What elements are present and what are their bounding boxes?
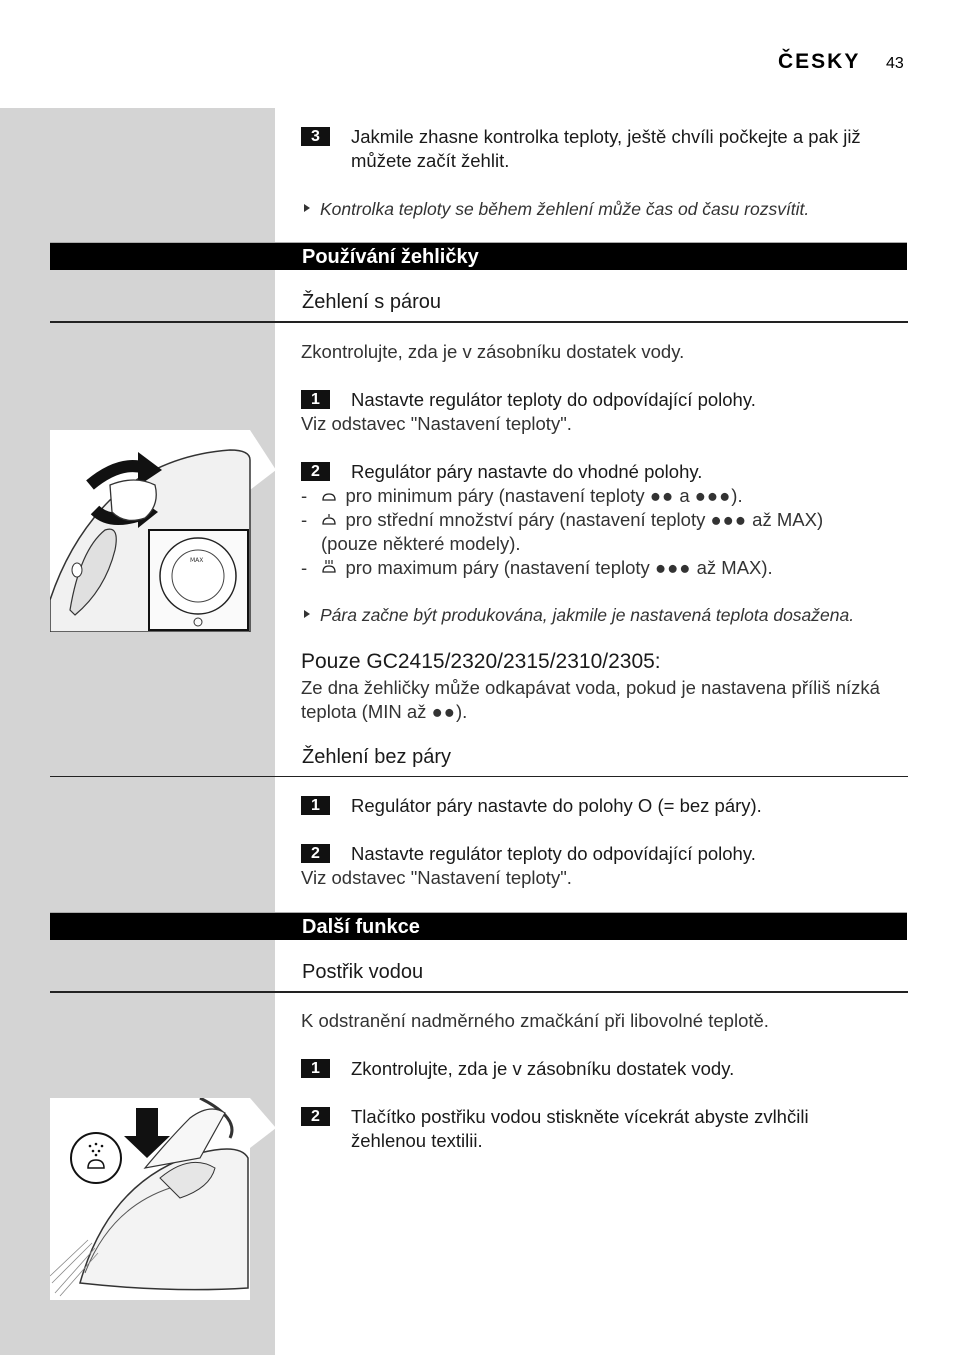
body-text: K odstranění nadměrného zmačkání při libovolné teplotě. [301, 1010, 769, 1031]
step-number-badge: 2 [301, 462, 330, 481]
section-header-bar [50, 242, 907, 270]
step-text: Zkontrolujte, zda je v zásobníku dostatek vody. [351, 1058, 735, 1079]
models-heading: Pouze GC2415/2320/2315/2310/2305: [301, 650, 661, 673]
steam-option-max: - pro maximum páry (nastavení teploty ●●● až MAX). [301, 557, 773, 578]
steam-max-icon [320, 559, 338, 575]
step-number-badge: 3 [301, 127, 330, 146]
body-text: Ze dna žehličky může odkapávat voda, pokud je nastavena příliš nízká [301, 677, 880, 698]
list-dash: - [301, 557, 308, 578]
step-number-badge: 1 [301, 796, 330, 815]
subsection-title: Postřik vodou [302, 961, 424, 983]
language-header: ČESKY [778, 50, 861, 73]
steam-dial-illustration [50, 430, 276, 632]
spray-illustration [50, 1098, 276, 1300]
steam-option-medium: - pro střední množství páry (nastavení teploty ●●● až MAX) [301, 509, 824, 530]
step-text: Nastavte regulátor teploty do odpovídající polohy. [351, 389, 756, 410]
divider [50, 776, 908, 777]
body-text: teplota (MIN až ●●). [301, 701, 468, 722]
step-text: Jakmile zhasne kontrolka teploty, ještě chvíli počkejte a pak již [351, 126, 861, 147]
divider [50, 321, 908, 323]
body-text: Viz odstavec "Nastavení teploty". [301, 867, 572, 888]
subsection-title: Žehlení bez páry [302, 746, 451, 768]
page-number: 43 [886, 55, 904, 72]
spray-button-icon [71, 1133, 121, 1183]
dial-max-label: MAX [190, 557, 204, 564]
step-text: Tlačítko postřiku vodou stiskněte vícekrát abyste zvlhčili [351, 1106, 809, 1127]
note-bullet-icon [304, 610, 310, 618]
step-number-badge: 2 [301, 1107, 330, 1126]
step-text: můžete začít žehlit. [351, 150, 510, 171]
step-text: Regulátor páry nastavte do vhodné polohy. [351, 461, 703, 482]
note-bullet-icon [304, 204, 310, 212]
step-text: žehlenou textilii. [351, 1130, 483, 1151]
section-header-bar [50, 912, 907, 940]
steam-option-min: - pro minimum páry (nastavení teploty ●● a ●●●). [301, 485, 743, 506]
step-text: Nastavte regulátor teploty do odpovídající polohy. [351, 843, 756, 864]
note-text: Kontrolka teploty se během žehlení může čas od času rozsvítit. [320, 199, 810, 219]
steam-min-icon [320, 489, 338, 503]
steam-medium-icon [320, 513, 338, 527]
body-text: Zkontrolujte, zda je v zásobníku dostatek vody. [301, 341, 685, 362]
step-number-badge: 1 [301, 1059, 330, 1078]
step-number-badge: 2 [301, 844, 330, 863]
body-text: (pouze některé modely). [321, 533, 521, 554]
subsection-title: Žehlení s párou [302, 291, 441, 313]
step-text: Regulátor páry nastavte do polohy O (= bez páry). [351, 795, 762, 816]
section-title: Další funkce [302, 916, 420, 938]
note-text: Pára začne být produkována, jakmile je nastavená teplota dosažena. [320, 605, 855, 625]
body-text: Viz odstavec "Nastavení teploty". [301, 413, 572, 434]
divider [50, 991, 908, 993]
list-dash: - [301, 509, 308, 530]
section-title: Používání žehličky [302, 246, 479, 268]
list-dash: - [301, 485, 308, 506]
step-number-badge: 1 [301, 390, 330, 409]
